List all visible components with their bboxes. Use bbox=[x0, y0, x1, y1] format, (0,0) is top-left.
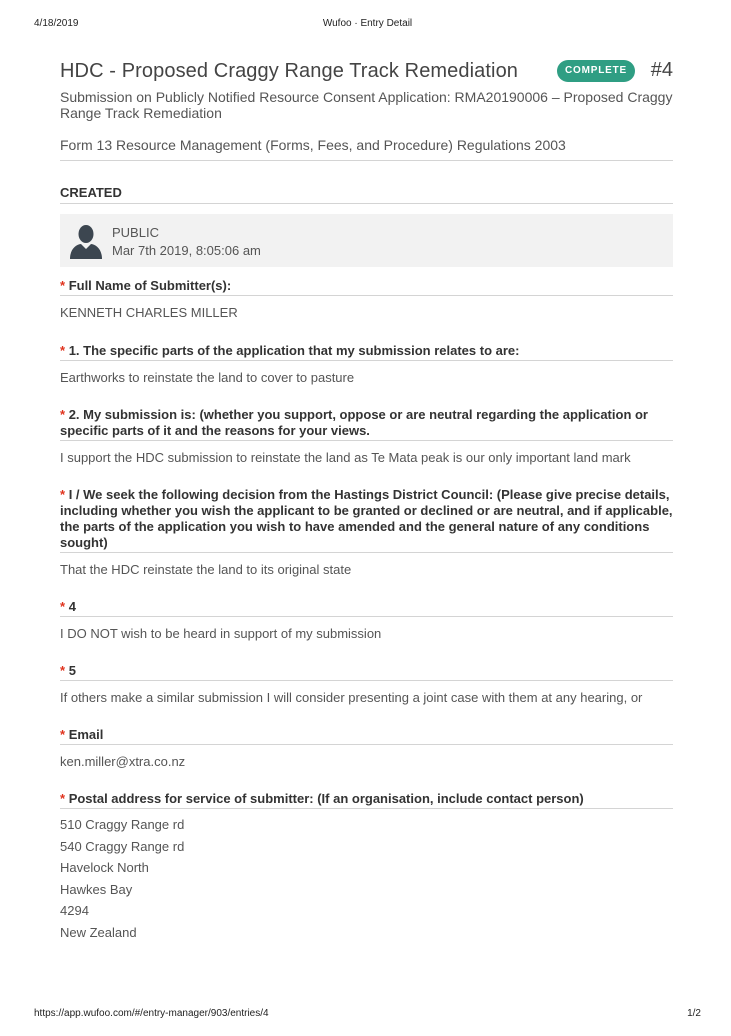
required-marker: * bbox=[60, 791, 66, 806]
user-avatar-icon bbox=[68, 223, 104, 259]
postal-address bbox=[60, 814, 673, 943]
email-value[interactable]: ken.miller@xtra.co.nz bbox=[60, 754, 186, 769]
address-line: New Zealand bbox=[60, 924, 137, 940]
print-url[interactable]: https://app.wufoo.com/#/entry-manager/903/entries/4 bbox=[34, 1008, 269, 1019]
field-block bbox=[60, 727, 673, 769]
required-marker: * bbox=[60, 343, 66, 358]
field-value: KENNETH CHARLES MILLER bbox=[60, 305, 238, 320]
required-marker: * bbox=[60, 407, 66, 422]
created-timestamp: Mar 7th 2019, 8:05:06 am bbox=[112, 243, 261, 258]
created-user: PUBLIC bbox=[112, 225, 159, 240]
created-box bbox=[60, 214, 673, 267]
required-marker: * bbox=[60, 487, 66, 502]
print-header bbox=[34, 18, 701, 32]
print-title: Wufoo · Entry Detail bbox=[322, 18, 413, 29]
title-row bbox=[60, 58, 673, 86]
field-label: * I / We seek the following decision from the Hastings District Council: (Please give precise details, including whether you wish the applicant to be granted or declined or are neutral, and if applicable, the parts of the application you wish to have amended and the general nature of any conditions sought) bbox=[60, 487, 673, 553]
field-block bbox=[60, 791, 673, 943]
entry-detail bbox=[60, 58, 673, 943]
field-label: * Email bbox=[60, 727, 673, 745]
field-label: * Postal address for service of submitter: (If an organisation, include contact person) bbox=[60, 791, 673, 809]
form-reference: Form 13 Resource Management (Forms, Fees, and Procedure) Regulations 2003 bbox=[60, 137, 673, 161]
field-block bbox=[60, 663, 673, 705]
field-label: * Full Name of Submitter(s): bbox=[60, 278, 673, 296]
field-block bbox=[60, 487, 673, 577]
field-label: * 1. The specific parts of the application that my submission relates to are: bbox=[60, 343, 673, 361]
address-line: 4294 bbox=[60, 903, 89, 918]
field-block bbox=[60, 407, 673, 465]
address-line: Havelock North bbox=[60, 860, 149, 875]
required-marker: * bbox=[60, 727, 66, 742]
created-info bbox=[112, 224, 261, 260]
field-block bbox=[60, 278, 673, 320]
entry-number: #4 bbox=[650, 59, 673, 81]
page-number: 1/2 bbox=[687, 1008, 701, 1019]
form-title: HDC - Proposed Craggy Range Track Remediation bbox=[60, 60, 519, 82]
created-heading: CREATED bbox=[60, 185, 673, 204]
field-value: That the HDC reinstate the land to its original state bbox=[60, 562, 352, 577]
required-marker: * bbox=[60, 663, 66, 678]
field-value: Earthworks to reinstate the land to cover to pasture bbox=[60, 370, 355, 385]
field-value: I DO NOT wish to be heard in support of my submission bbox=[60, 626, 382, 641]
field-block bbox=[60, 343, 673, 385]
print-date: 4/18/2019 bbox=[34, 18, 79, 29]
field-label: * 2. My submission is: (whether you support, oppose or are neutral regarding the application or specific parts of it and the reasons for your views. bbox=[60, 407, 673, 441]
form-subtitle: Submission on Publicly Notified Resource Consent Application: RMA20190006 – Proposed Craggy Range Track Remediation bbox=[60, 89, 673, 121]
field-label: * 5 bbox=[60, 663, 673, 681]
field-label: * 4 bbox=[60, 599, 673, 617]
field-value: If others make a similar submission I will consider presenting a joint case with them at any hearing, or bbox=[60, 690, 643, 705]
field-block bbox=[60, 599, 673, 641]
print-footer bbox=[34, 1008, 701, 1022]
address-line: 510 Craggy Range rd bbox=[60, 817, 185, 832]
address-line: Hawkes Bay bbox=[60, 881, 133, 897]
required-marker: * bbox=[60, 599, 66, 614]
field-value: I support the HDC submission to reinstate the land as Te Mata peak is our only important land mark bbox=[60, 450, 631, 465]
required-marker: * bbox=[60, 278, 66, 293]
status-badge: COMPLETE bbox=[557, 60, 635, 82]
address-line: 540 Craggy Range rd bbox=[60, 838, 185, 854]
